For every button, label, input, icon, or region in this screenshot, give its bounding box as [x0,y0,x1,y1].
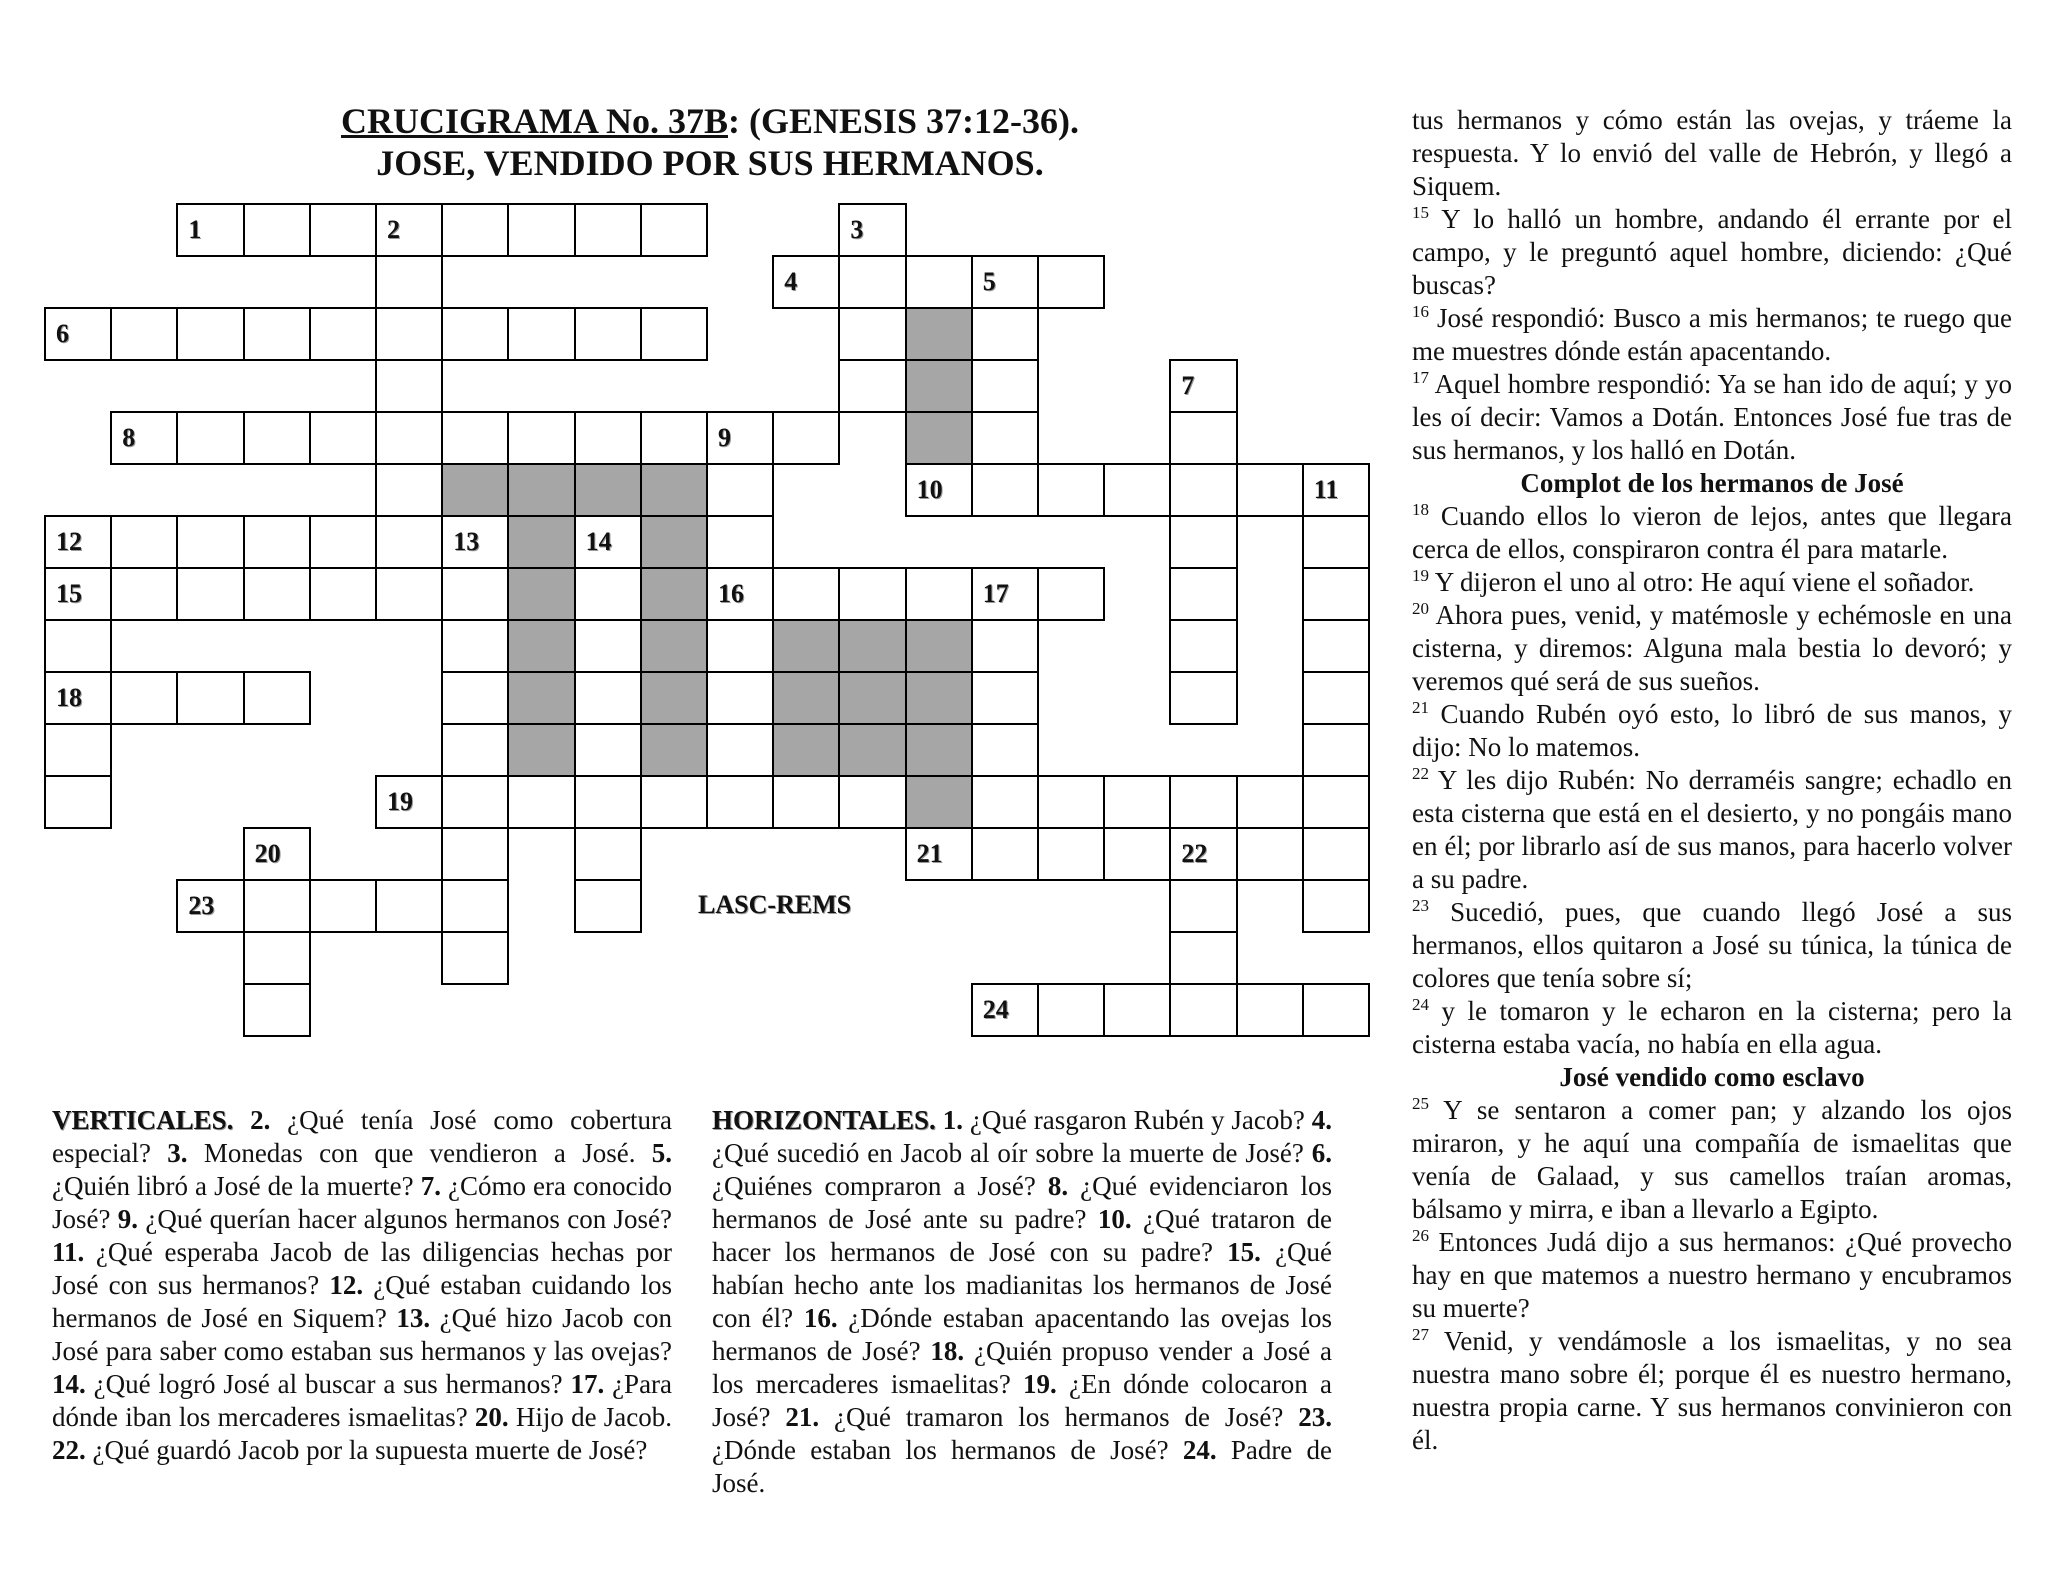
vertical-clue-text: ¿Qué guardó Jacob por la supuesta muerte de José? [92,1435,648,1465]
clue-number-16: 16 [718,579,744,608]
clue-number-13: 13 [453,527,480,556]
crossword-blocked-cell [772,619,840,673]
crossword-cell[interactable] [574,307,642,361]
horizontal-clue-text: ¿Qué tramaron los hermanos de José? [834,1402,1284,1432]
crossword-cell[interactable] [1236,983,1304,1037]
vertical-clue-text: ¿Qué esperaba Jacob de las diligencias hechas por José con sus hermanos? [52,1237,672,1300]
crossword-cell[interactable] [1037,827,1105,881]
crossword-cell[interactable] [243,203,311,257]
crossword-cell[interactable] [838,307,906,361]
crossword-cell[interactable] [1169,671,1237,725]
crossword-cell[interactable] [243,671,311,725]
crossword-cell[interactable] [176,203,244,257]
crossword-cell[interactable] [838,203,906,257]
verse-text: Y dijeron el uno al otro: He aquí viene el soñador. [1434,567,1975,597]
crossword-cell[interactable] [706,619,774,673]
horizontal-clue-text: ¿Quiénes compraron a José? [712,1171,1036,1201]
horizontal-clue-text: Padre de José. [712,1435,1333,1498]
crossword-blocked-cell [905,671,973,725]
clue-number-18: 18 [56,683,82,712]
crossword-cell[interactable] [309,307,377,361]
verse-text: Aquel hombre respondió: Ya se han ido de aquí; y yo les oí decir: Vamos a Dotán. Entonces José fue tras de sus hermanos, y los halló en Dotán. [1412,369,2013,465]
crossword-cell[interactable] [309,567,377,621]
verse [1412,1226,2012,1325]
clue-number-3: 3 [850,215,864,244]
crossword-cell[interactable] [640,775,708,829]
crossword-cell[interactable] [243,567,311,621]
horizontal-clue-text: ¿Dónde estaban los hermanos de José? [712,1435,1169,1465]
clue-number-1: 1 [188,215,202,244]
horizontal-clue-text: ¿Quién propuso vender a José a los mercaderes ismaelitas? [712,1336,1333,1399]
crossword-cell[interactable] [110,411,178,465]
clue-number-24: 24 [982,995,1009,1024]
crossword-blocked-cell [905,359,973,413]
verse-text: Entonces Judá dijo a sus hermanos: ¿Qué provecho hay en que matemos a nuestro hermano y encubramos su muerte? [1412,1227,2013,1323]
clue-number-21: 21 [916,839,943,868]
crossword-blocked-cell [905,307,973,361]
crossword-cell[interactable] [905,255,973,309]
crossword-cell[interactable] [44,307,112,361]
section-heading: José vendido como esclavo [1559,1062,1865,1092]
section-heading: Complot de los hermanos de José [1520,468,1904,498]
verse [1412,599,2012,698]
vertical-clue-number: 13. [396,1303,431,1333]
crossword-cell[interactable] [441,307,509,361]
horizontal-clue-text: ¿Qué rasgaron Rubén y Jacob? [969,1105,1305,1135]
crossword-cell[interactable] [1236,463,1304,517]
crossword-cell[interactable] [1236,775,1304,829]
crossword-blocked-cell [507,671,575,725]
crossword-cell[interactable] [838,567,906,621]
crossword-cell[interactable] [441,827,509,881]
crossword-cell[interactable] [176,567,244,621]
crossword-cell[interactable] [441,879,509,933]
crossword-cell[interactable] [574,775,642,829]
verse-text: Y lo halló un hombre, andando él errante por el campo, y le preguntó aquel hombre, diciendo: ¿Qué buscas? [1412,204,2013,300]
crossword-blocked-cell [838,723,906,777]
verse-text: tus hermanos y cómo están las ovejas, y tráeme la respuesta. Y lo envió del valle de Hebrón, y llegó a Siquem. [1412,105,2012,201]
horizontal-clue-number: 4. [1311,1105,1333,1135]
verse-text: Cuando Rubén oyó esto, lo libró de sus manos, y dijo: No lo matemos. [1412,699,2013,762]
clue-number-10: 10 [916,475,943,504]
crossword-cell[interactable] [1037,567,1105,621]
crossword-cell[interactable] [838,255,906,309]
vertical-clue-number: 2. [250,1105,271,1135]
verse [1412,1094,2012,1226]
crossword-cell[interactable] [838,775,906,829]
verse-number: 25 [1412,1094,1429,1113]
crossword-cell[interactable] [110,567,178,621]
crossword-cell[interactable] [574,411,642,465]
horizontal-clues [712,1104,1332,1500]
verse-text: Cuando ellos lo vieron de lejos, antes que llegara cerca de ellos, conspiraron contra él para matarle. [1412,501,2013,564]
crossword-cell[interactable] [441,671,509,725]
crossword-cell[interactable] [1169,983,1237,1037]
crossword-blocked-cell [640,567,708,621]
verse-number: 27 [1412,1325,1429,1344]
verse-number: 15 [1412,203,1429,222]
crossword-cell[interactable] [1037,775,1105,829]
crossword-cell[interactable] [375,567,443,621]
crossword-cell[interactable] [44,619,112,673]
horizontal-clue-number: 18. [930,1336,965,1366]
crossword-cell[interactable] [971,255,1039,309]
horizontal-clue-number: 23. [1298,1402,1333,1432]
crossword-cell[interactable] [1302,671,1370,725]
horizontal-clue-text: ¿En dónde colocaron a José? [712,1369,1333,1432]
horizontal-clue-number: 15. [1227,1237,1261,1267]
crossword-cell[interactable] [574,203,642,257]
crossword-cell[interactable] [1302,515,1370,569]
crossword-blocked-cell [507,723,575,777]
vertical-clue-number: 5. [651,1138,673,1168]
crossword-cell[interactable] [375,359,443,413]
crossword-cell[interactable] [640,307,708,361]
horizontal-clue-text: ¿Qué habían hecho ante los madianitas los hermanos de José con él? [712,1237,1333,1333]
verse-number: 23 [1412,896,1429,915]
crossword-cell[interactable] [507,775,575,829]
vertical-clue-text: ¿Qué estaban cuidando los hermanos de José en Siquem? [52,1270,673,1333]
crossword-cell[interactable] [1169,879,1237,933]
crossword-cell[interactable] [110,515,178,569]
crossword-cell[interactable] [1169,567,1237,621]
crossword-cell[interactable] [772,567,840,621]
crossword-cell[interactable] [375,203,443,257]
crossword-blocked-cell [905,775,973,829]
crossword-cell[interactable] [441,567,509,621]
crossword-cell[interactable] [1302,827,1370,881]
title-line-2: JOSE, VENDIDO POR SUS HERMANOS. [376,143,1044,183]
vertical-clue-text: ¿Qué hizo Jacob con José para saber como estaban sus hermanos y las ovejas? [52,1303,673,1366]
crossword-cell[interactable] [1037,983,1105,1037]
crossword-cell[interactable] [110,307,178,361]
crossword-cell[interactable] [1169,411,1237,465]
crossword-cell[interactable] [1302,567,1370,621]
horizontal-clue-number: 8. [1047,1171,1069,1201]
crossword-cell[interactable] [640,411,708,465]
crossword-cell[interactable] [441,203,509,257]
crossword-cell[interactable] [1169,931,1237,985]
vertical-clue-text: ¿Cómo era conocido José? [52,1171,672,1234]
clue-number-7: 7 [1181,371,1195,400]
horizontal-clue-text: ¿Qué evidenciaron los hermanos de José ante su padre? [712,1171,1333,1234]
clue-number-23: 23 [188,891,215,920]
crossword-cell[interactable] [1103,827,1171,881]
crossword-cell[interactable] [309,515,377,569]
crossword-cell[interactable] [309,203,377,257]
clue-number-4: 4 [784,267,798,296]
crossword-cell[interactable] [706,723,774,777]
crossword-blocked-cell [507,463,575,517]
crossword-cell[interactable] [507,307,575,361]
verse [1412,566,2012,599]
vertical-clue-number: 11. [52,1237,85,1267]
crossword-cell[interactable] [507,411,575,465]
crossword-cell[interactable] [971,723,1039,777]
crossword-cell[interactable] [574,567,642,621]
clue-number-9: 9 [718,423,731,452]
clue-number-8: 8 [122,423,136,452]
crossword-blocked-cell [640,671,708,725]
crossword-blocked-cell [640,515,708,569]
crossword-cell[interactable] [1302,879,1370,933]
crossword-blocked-cell [772,671,840,725]
crossword-cell[interactable] [375,463,443,517]
crossword-cell[interactable] [1037,463,1105,517]
vertical-clue-number: 14. [52,1369,86,1399]
crossword-cell[interactable] [1169,463,1237,517]
crossword-cell[interactable] [1169,775,1237,829]
crossword-cell[interactable] [838,359,906,413]
crossword-cell[interactable] [574,827,642,881]
crossword-cell[interactable] [1103,775,1171,829]
crossword-cell[interactable] [971,775,1039,829]
crossword-cell[interactable] [243,983,311,1037]
crossword-cell[interactable] [706,411,774,465]
crossword-cell[interactable] [971,411,1039,465]
vertical-clue-number: 22. [52,1435,86,1465]
clue-number-20: 20 [254,839,281,868]
vertical-clue-number: 12. [329,1270,364,1300]
vertical-clue-number: 17. [570,1369,605,1399]
crossword-cell[interactable] [971,463,1039,517]
verse-number: 18 [1412,500,1429,519]
horizontal-clue-number: 19. [1023,1369,1057,1399]
crossword-blocked-cell [640,463,708,517]
crossword-cell[interactable] [110,671,178,725]
crossword-cell[interactable] [375,255,443,309]
crossword-cell[interactable] [905,567,973,621]
verse-text: Sucedió, pues, que cuando llegó José a sus hermanos, ellos quitaron a José su túnica, la túnica de colores que tenía sobre sí; [1412,897,2012,993]
crossword-cell[interactable] [1302,619,1370,673]
crossword-cell[interactable] [971,619,1039,673]
verse-text: Y se sentaron a comer pan; y alzando los ojos miraron, y he aquí una compañía de ismaelitas que venía de Galaad, y sus camellos traían aromas, bálsamo y mirra, e iban a llevarlo a Egipto. [1412,1095,2013,1224]
crossword-cell[interactable] [706,515,774,569]
clue-number-6: 6 [56,319,69,348]
crossword-cell[interactable] [1236,827,1304,881]
vertical-clue-text: Monedas con que vendieron a José. [203,1138,636,1168]
crossword-cell[interactable] [1169,619,1237,673]
crossword-cell[interactable] [441,723,509,777]
clue-number-19: 19 [387,787,413,816]
crossword-cell[interactable] [640,203,708,257]
crossword-cell[interactable] [176,411,244,465]
scripture-passage [1412,104,2012,1457]
crossword-cell[interactable] [971,671,1039,725]
horizontal-clue-number: 1. [942,1105,963,1135]
verse-text: Y les dijo Rubén: No derraméis sangre; echadlo en esta cisterna que está en el desierto, y no pongáis mano en él; por librarlo así de sus manos, para hacerlo volver a su padre. [1412,765,2012,894]
crossword-cell[interactable] [375,411,443,465]
crossword-cell[interactable] [772,411,840,465]
vertical-clue-number: 20. [474,1402,509,1432]
verse [1412,368,2012,467]
verse [1412,302,2012,368]
vertical-clue-number: 7. [420,1171,441,1201]
clue-number-14: 14 [585,527,612,556]
crossword-cell[interactable] [706,775,774,829]
crossword-cell[interactable] [1169,515,1237,569]
horizontal-heading: HORIZONTALES. [712,1105,936,1135]
verse [1412,995,2012,1061]
verse-text: Ahora pues, venid, y matémosle y echémosle en una cisterna, y diremos: Alguna mala bestia lo devoró; y veremos qué será de sus sueños. [1412,600,2012,696]
horizontal-clue-number: 24. [1182,1435,1217,1465]
crossword-cell[interactable] [375,307,443,361]
crossword-cell[interactable] [309,411,377,465]
verse-number: 17 [1412,368,1429,387]
crossword-cell[interactable] [574,723,642,777]
crossword-blocked-cell [640,723,708,777]
crossword-cell[interactable] [574,671,642,725]
vertical-clue-text: ¿Para dónde iban los mercaderes ismaelitas? [52,1369,673,1432]
crossword-cell[interactable] [574,879,642,933]
crossword-cell[interactable] [441,775,509,829]
crossword-blocked-cell [838,619,906,673]
crossword-cell[interactable] [1103,983,1171,1037]
vertical-heading: VERTICALES. [52,1105,234,1135]
crossword-blocked-cell [640,619,708,673]
verse-number: 21 [1412,698,1429,717]
verse-text: y le tomaron y le echaron en la cisterna; pero la cisterna estaba vacía, no había en ella agua. [1412,996,2013,1059]
crossword-cell[interactable] [1302,983,1370,1037]
crossword-cell[interactable] [1169,359,1237,413]
crossword-cell[interactable] [375,879,443,933]
verse-number: 22 [1412,764,1429,783]
crossword-cell[interactable] [44,775,112,829]
vertical-clue-number: 9. [117,1204,139,1234]
clue-number-2: 2 [387,215,400,244]
verse-number: 19 [1412,566,1429,585]
verse [1412,764,2012,896]
horizontal-clue-text: ¿Dónde estaban apacentando las ovejas los hermanos de José? [712,1303,1333,1366]
horizontal-clue-number: 6. [1311,1138,1332,1168]
horizontal-clue-number: 10. [1097,1204,1132,1234]
crossword-cell[interactable] [441,619,509,673]
verse-text: José respondió: Busco a mis hermanos; te ruego que me muestres dónde están apacentando. [1412,303,2012,366]
crossword-cell[interactable] [971,359,1039,413]
crossword-cell[interactable] [706,671,774,725]
title-puzzle-number: CRUCIGRAMA No. 37B [340,101,728,141]
crossword-cell[interactable] [243,879,311,933]
author-watermark: LASC-REMS [698,890,852,919]
crossword-cell[interactable] [441,931,509,985]
verse [1412,1325,2012,1457]
crossword-blocked-cell [838,671,906,725]
crossword-cell[interactable] [243,515,311,569]
clue-number-11: 11 [1313,475,1339,504]
crossword-blocked-cell [507,567,575,621]
clue-number-22: 22 [1181,839,1208,868]
crossword-cell[interactable] [243,931,311,985]
vertical-clue-text: ¿Qué logró José al buscar a sus hermanos? [93,1369,563,1399]
clue-number-17: 17 [982,579,1009,608]
crossword-cell[interactable] [243,411,311,465]
clue-number-5: 5 [982,267,996,296]
crossword-cell[interactable] [971,307,1039,361]
vertical-clue-text: ¿Qué querían hacer algunos hermanos con José? [145,1204,673,1234]
crossword-blocked-cell [574,463,642,517]
horizontal-clue-text: ¿Qué trataron de hacer los hermanos de José con su padre? [712,1204,1333,1267]
verse [1412,500,2012,566]
verse-number: 16 [1412,302,1429,321]
vertical-clue-text: Hijo de Jacob. [515,1402,673,1432]
verse-text: Venid, y vendámosle a los ismaelitas, y no sea nuestra mano sobre él; porque él es nuestro hermano, nuestra propia carne. Y sus hermanos convinieron con él. [1412,1326,2012,1455]
crossword-cell[interactable] [1302,775,1370,829]
vertical-clue-text: ¿Quién libró a José de la muerte? [52,1171,414,1201]
crossword-blocked-cell [772,723,840,777]
crossword-blocked-cell [441,463,509,517]
crossword-cell[interactable] [375,515,443,569]
crossword-cell[interactable] [507,203,575,257]
crossword-cell[interactable] [706,463,774,517]
crossword-cell[interactable] [309,879,377,933]
crossword-blocked-cell [905,723,973,777]
crossword-cell[interactable] [176,307,244,361]
verse [1412,203,2012,302]
verse [1412,896,2012,995]
vertical-clue-text: ¿Qué tenía José como cobertura especial? [52,1105,673,1168]
crossword-cell[interactable] [772,775,840,829]
crossword-cell[interactable] [1103,463,1171,517]
vertical-clues [52,1104,672,1467]
horizontal-clue-number: 21. [785,1402,820,1432]
verse-number: 24 [1412,995,1429,1014]
crossword-cell[interactable] [176,515,244,569]
crossword-cell[interactable] [574,619,642,673]
crossword-blocked-cell [905,619,973,673]
verse [1412,104,2012,203]
vertical-clue-number: 3. [167,1138,188,1168]
crossword-cell[interactable] [243,307,311,361]
title-reference: : (GENESIS 37:12-36). [727,101,1080,141]
verse-number: 20 [1412,599,1429,618]
crossword-cell[interactable] [1037,255,1105,309]
crossword-cell[interactable] [441,411,509,465]
crossword-cell[interactable] [176,671,244,725]
horizontal-clue-text: ¿Qué sucedió en Jacob al oír sobre la muerte de José? [712,1138,1304,1168]
verse-number: 26 [1412,1226,1429,1245]
clue-number-12: 12 [56,527,82,556]
crossword-cell[interactable] [1302,723,1370,777]
crossword-blocked-cell [507,619,575,673]
verse [1412,698,2012,764]
crossword-cell[interactable] [971,827,1039,881]
crossword-blocked-cell [507,515,575,569]
horizontal-clue-number: 16. [803,1303,838,1333]
crossword-cell[interactable] [772,255,840,309]
crossword-cell[interactable] [44,723,112,777]
clue-number-15: 15 [56,579,82,608]
crossword-blocked-cell [905,411,973,465]
